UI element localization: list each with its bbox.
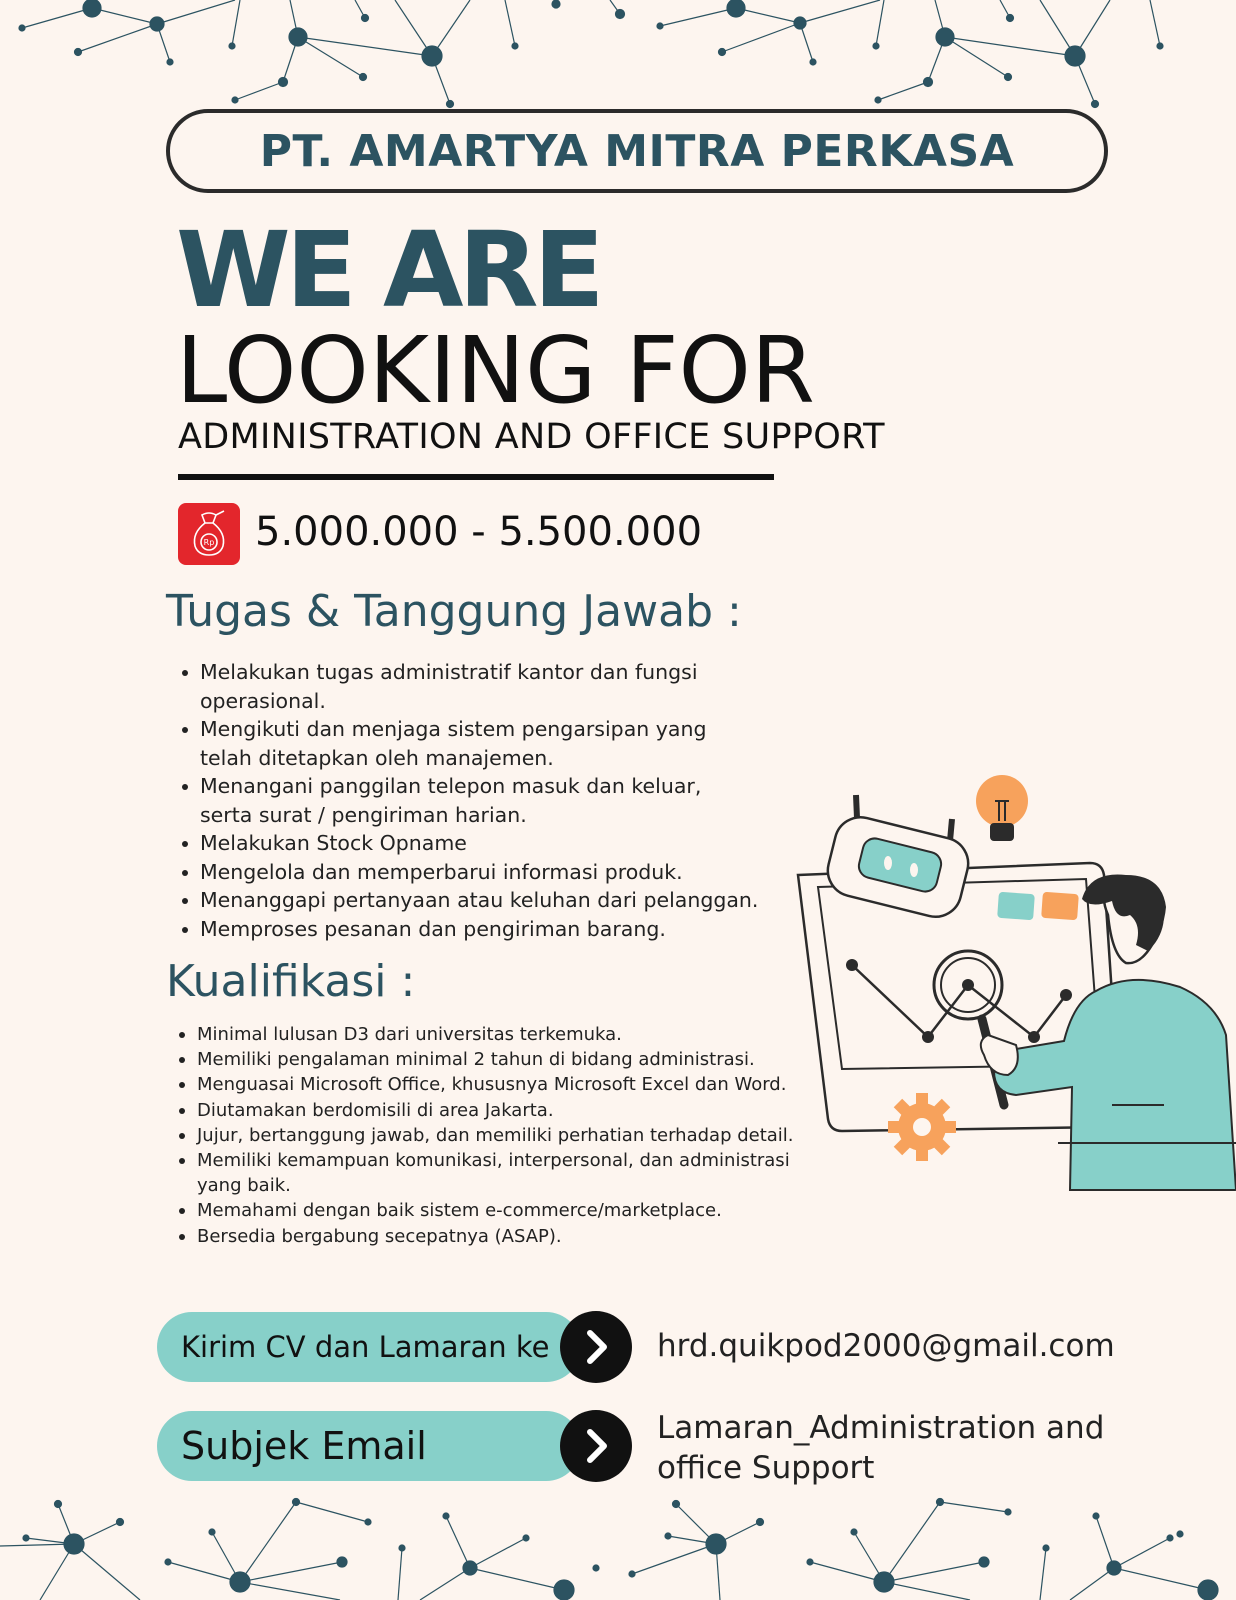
- list-item: Jujur, bertanggung jawab, dan memiliki perhatian terhadap detail.: [197, 1123, 797, 1148]
- title-underline: [178, 474, 774, 480]
- email-subject-value: Lamaran_Administration and office Support: [657, 1410, 1105, 1486]
- list-item: Minimal lulusan D3 dari universitas terkemuka.: [197, 1022, 797, 1047]
- company-name: PT. AMARTYA MITRA PERKASA: [259, 125, 1015, 177]
- chevron-right-icon: [560, 1410, 632, 1482]
- list-item: Menangani panggilan telepon masuk dan keluar, serta surat / pengiriman harian.: [200, 772, 760, 829]
- company-name-banner: [166, 109, 1108, 193]
- list-item: Mengelola dan memperbarui informasi produk.: [200, 858, 760, 887]
- duties-title: Tugas & Tanggung Jawab :: [166, 586, 742, 637]
- contact-email[interactable]: hrd.quikpod2000@gmail.com: [657, 1328, 1115, 1364]
- salary-range: 5.000.000 - 5.500.000: [255, 509, 703, 555]
- list-item: Memiliki pengalaman minimal 2 tahun di bidang administrasi.: [197, 1047, 797, 1072]
- money-bag-rupiah-icon: [178, 503, 240, 565]
- job-position-title: ADMINISTRATION AND OFFICE SUPPORT: [178, 417, 885, 457]
- duties-list: [200, 658, 760, 943]
- chevron-right-icon: [560, 1311, 632, 1383]
- send-cv-label: Kirim CV dan Lamaran ke: [157, 1312, 581, 1382]
- list-item: Memahami dengan baik sistem e-commerce/marketplace.: [197, 1198, 797, 1223]
- list-item: Melakukan tugas administratif kantor dan fungsi operasional.: [200, 658, 760, 715]
- qualifications-title: Kualifikasi :: [166, 956, 416, 1007]
- list-item: Melakukan Stock Opname: [200, 829, 760, 858]
- list-item: Diutamakan berdomisili di area Jakarta.: [197, 1098, 797, 1123]
- network-pattern-top: [0, 0, 1236, 110]
- list-item: Menanggapi pertanyaan atau keluhan dari pelanggan.: [200, 886, 760, 915]
- network-pattern-bottom: [0, 1490, 1236, 1600]
- data-analysis-illustration: [790, 775, 1236, 1215]
- list-item: Menguasai Microsoft Office, khususnya Microsoft Excel dan Word.: [197, 1072, 797, 1097]
- list-item: Memproses pesanan dan pengiriman barang.: [200, 915, 760, 944]
- qualifications-list: [197, 1022, 797, 1249]
- headline-looking-for: LOOKING FOR: [176, 317, 815, 424]
- list-item: Memiliki kemampuan komunikasi, interpersonal, dan administrasi yang baik.: [197, 1148, 797, 1198]
- svg-text:Rp: Rp: [203, 538, 215, 547]
- list-item: Bersedia bergabung secepatnya (ASAP).: [197, 1224, 797, 1249]
- list-item: Mengikuti dan menjaga sistem pengarsipan yang telah ditetapkan oleh manajemen.: [200, 715, 760, 772]
- headline-we-are: WE ARE: [176, 209, 600, 331]
- email-subject-label: Subjek Email: [157, 1411, 581, 1481]
